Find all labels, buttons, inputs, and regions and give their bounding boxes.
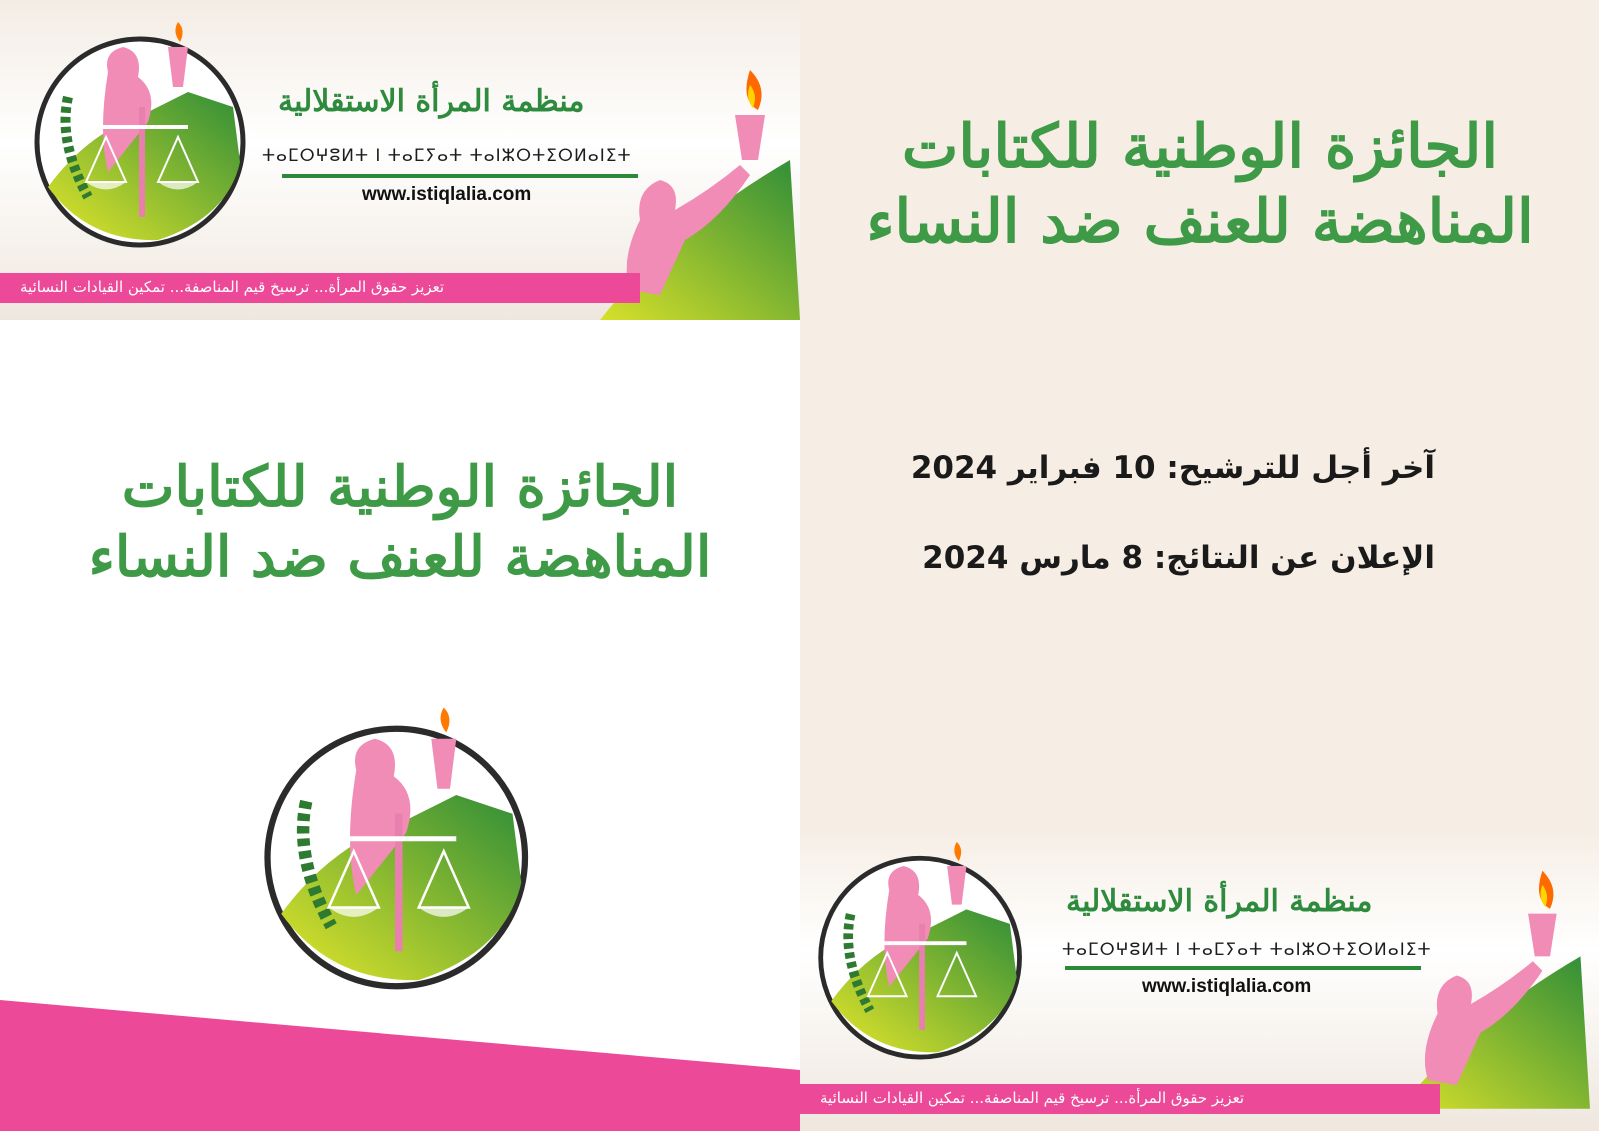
tagline: تعزيز حقوق المرأة... ترسيخ قيم المناصفة... تمكين القيادات النسائية xyxy=(20,278,445,296)
tagline: تعزيز حقوق المرأة... ترسيخ قيم المناصفة... تمكين القيادات النسائية xyxy=(820,1089,1245,1107)
organization-name-tifinagh: ⵜⴰⵎⵔⵖⵓⵍⵜ ⵏ ⵜⴰⵎⵢⴰⵜ ⵜⴰⵏⵣⵔⵜⵉⵔⵍⴰⵏⵉⵜ xyxy=(1062,940,1432,960)
award-title-line-1: الجائزة الوطنية للكتابات xyxy=(121,454,679,520)
footer-band xyxy=(800,830,1599,1131)
pink-footer-band xyxy=(0,1000,800,1131)
results-announcement: الإعلان عن النتائج: 8 مارس 2024 xyxy=(922,540,1435,576)
website-url: www.istiqlalia.com xyxy=(1142,976,1312,997)
award-title-right xyxy=(840,110,1560,260)
organization-logo xyxy=(28,12,258,252)
torch-bearer-illustration xyxy=(1390,860,1590,1110)
organization-name-tifinagh: ⵜⴰⵎⵔⵖⵓⵍⵜ ⵏ ⵜⴰⵎⵢⴰⵜ ⵜⴰⵏⵣⵔⵜⵉⵔⵍⴰⵏⵉⵜ xyxy=(262,146,632,166)
right-panel xyxy=(800,0,1599,1131)
nomination-deadline: آخر أجل للترشيح: 10 فبراير 2024 xyxy=(910,450,1435,486)
award-title-line-2: المناهضة للعنف ضد النساء xyxy=(88,524,712,590)
organization-logo xyxy=(812,832,1034,1064)
award-title-line-2: المناهضة للعنف ضد النساء xyxy=(866,187,1534,257)
website-url: www.istiqlalia.com xyxy=(362,184,532,205)
header-band xyxy=(0,0,800,320)
organization-logo-large xyxy=(255,695,545,995)
divider-line xyxy=(1065,966,1421,970)
award-title-line-1: الجائزة الوطنية للكتابات xyxy=(901,112,1499,182)
organization-name: منظمة المرأة الاستقلالية xyxy=(1066,884,1373,919)
organization-name: منظمة المرأة الاستقلالية xyxy=(278,84,585,119)
divider-line xyxy=(282,174,638,178)
award-title xyxy=(60,452,740,592)
